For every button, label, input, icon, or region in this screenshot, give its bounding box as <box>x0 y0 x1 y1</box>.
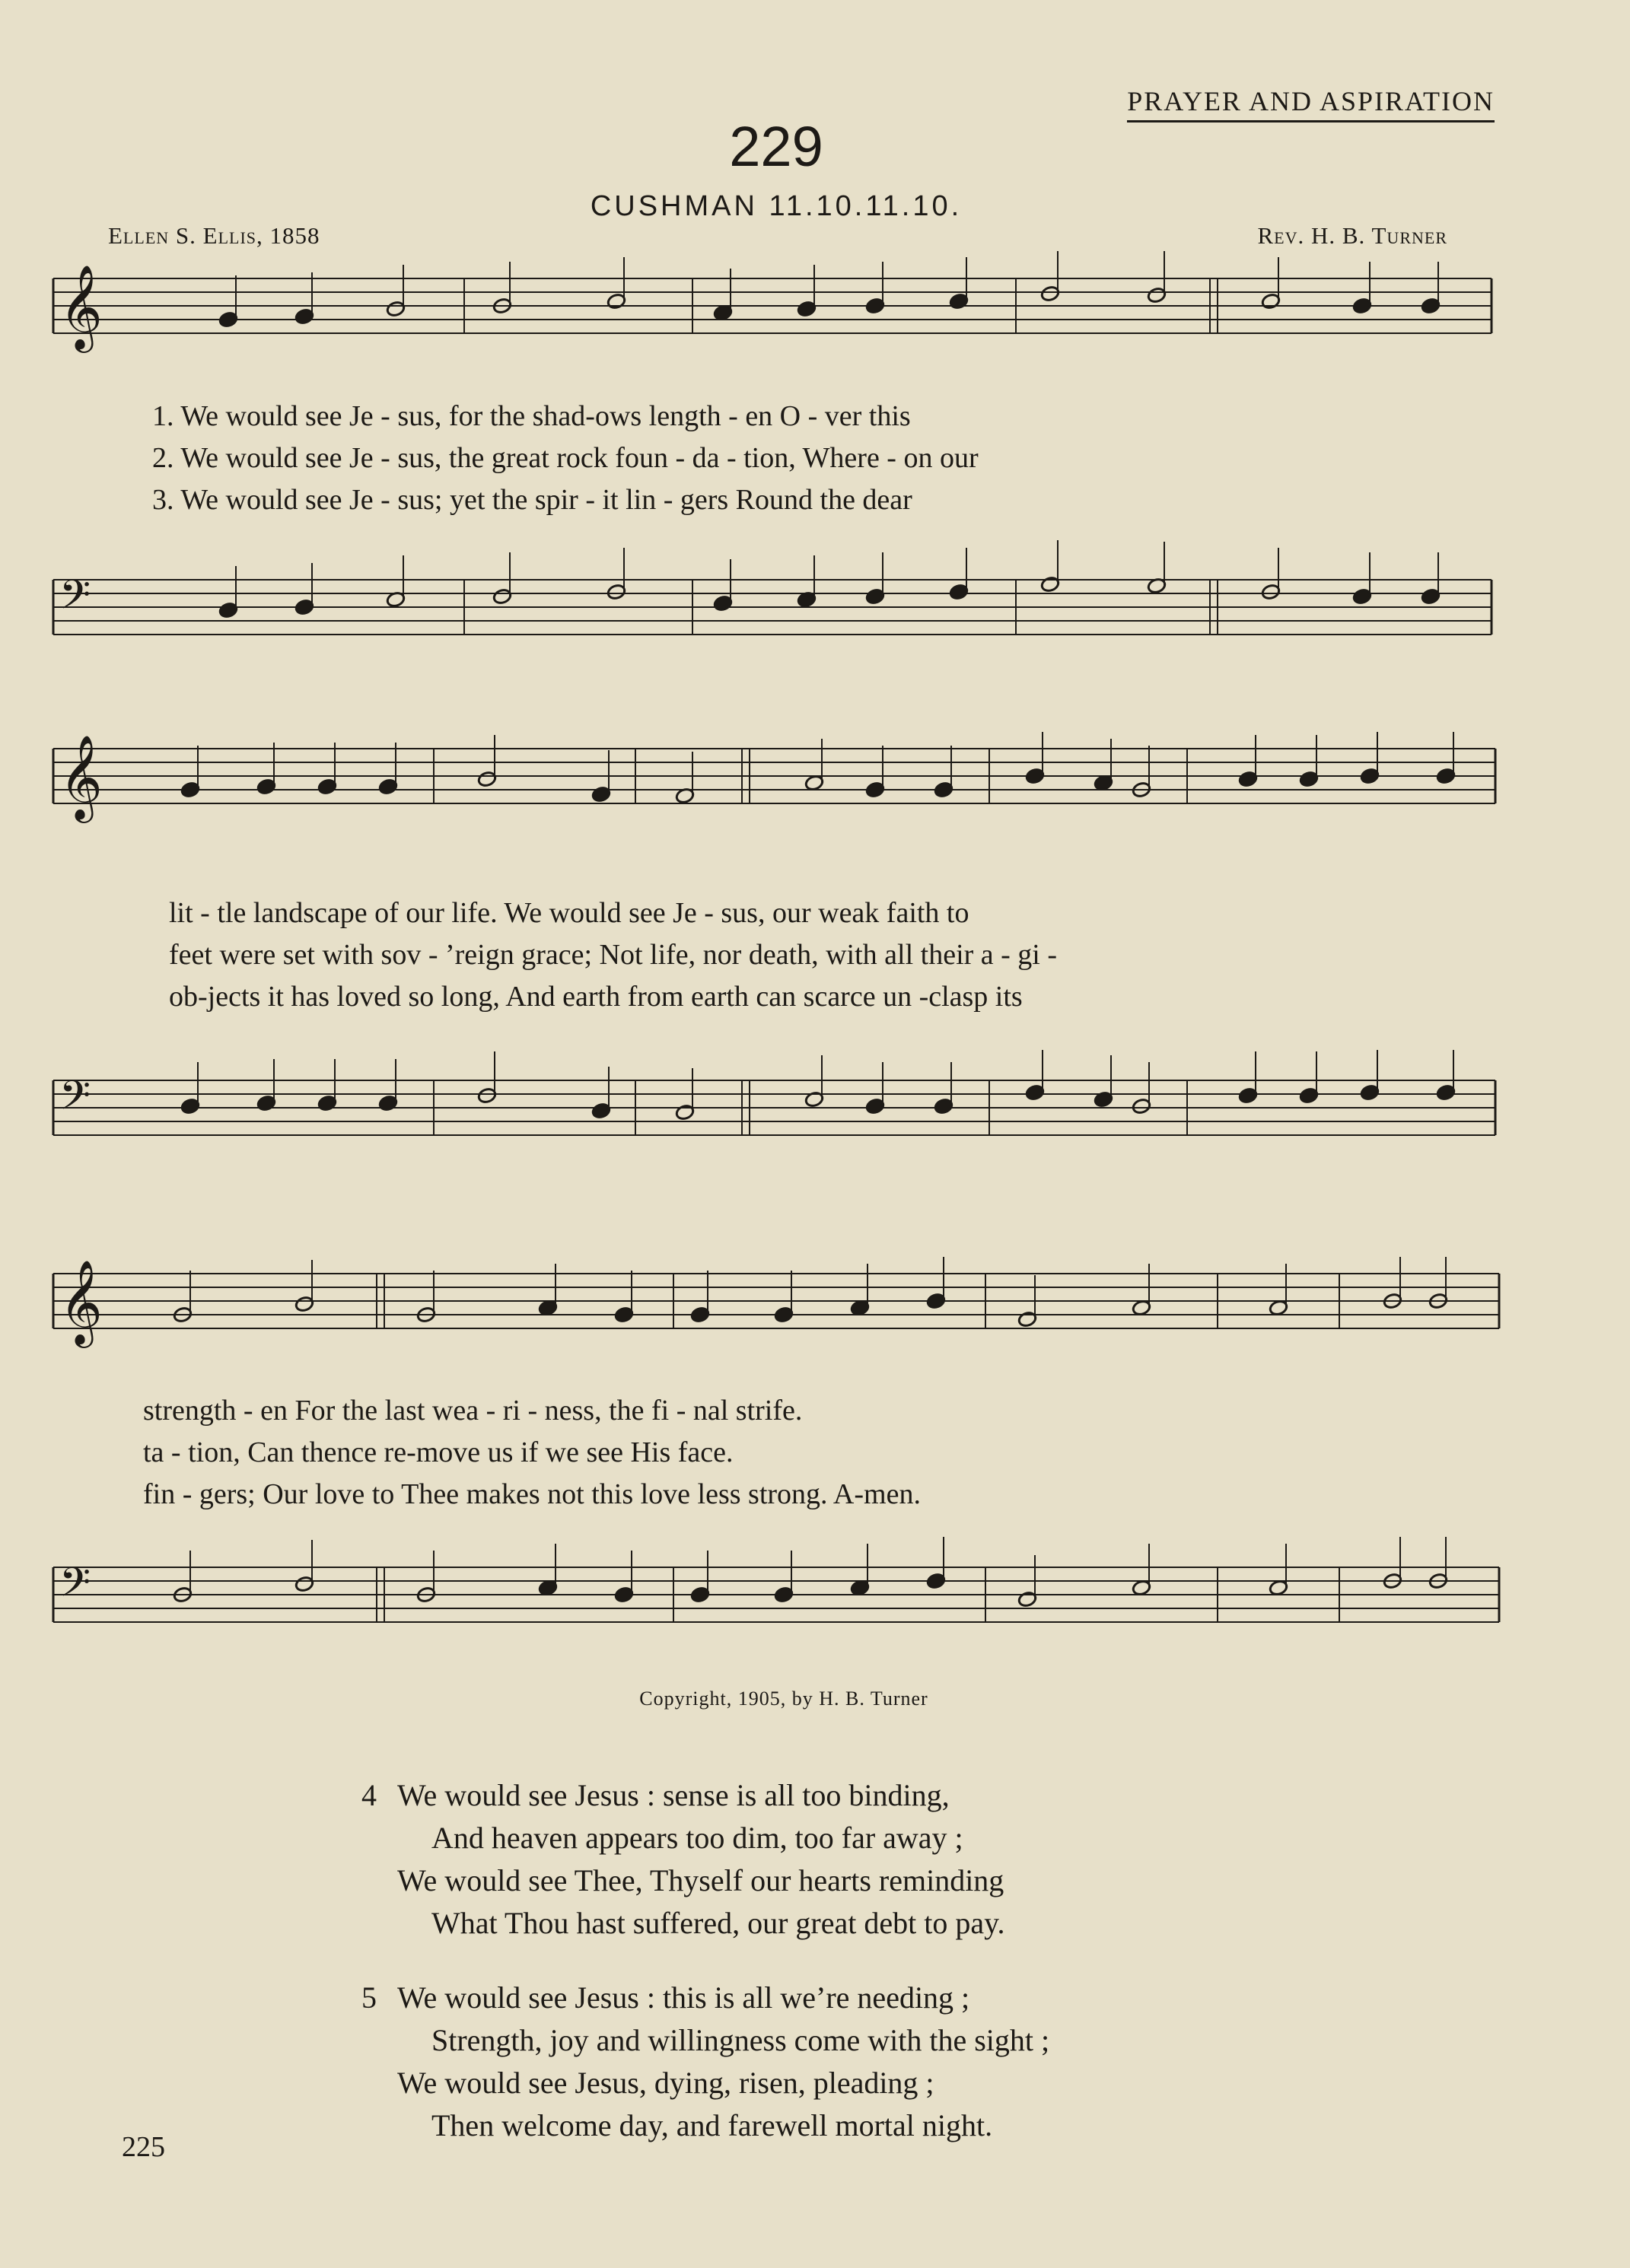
music-bass-3 <box>0 1529 1522 1689</box>
music-bass-2 <box>0 1050 1522 1217</box>
hymn-number: 229 <box>729 115 823 178</box>
music-system-3 <box>0 1240 1522 1392</box>
tune-name-meter: CUSHMAN 11.10.11.10. <box>590 190 963 222</box>
stanza-line: We would see Thee, Thyself our hearts reminding <box>397 1863 1004 1897</box>
bass-clef-icon: 𝄢 <box>59 1560 91 1616</box>
stanza-line: Then welcome day, and farewell mortal night. <box>431 2108 993 2142</box>
stanza-line: Strength, joy and willingness come with the sight ; <box>431 2023 1050 2057</box>
stanza-line: We would see Jesus : sense is all too binding, <box>397 1778 950 1812</box>
treble-clef-icon: 𝄞 <box>59 1259 103 1344</box>
lyric-line-3-1: strength - en For the last wea - ri - ness, the fi - nal strife. <box>143 1395 803 1427</box>
music-bass-1 <box>0 525 1522 700</box>
lyric-line-1-3: 3. We would see Je - sus; yet the spir - it lin - gers Round the dear <box>152 484 912 516</box>
treble-clef-icon: 𝄞 <box>59 734 103 819</box>
author-credit: Ellen S. Ellis, 1858 <box>108 222 320 249</box>
lyric-line-1-1: 1. We would see Je - sus, for the shad-ows length - en O - ver this <box>152 400 911 432</box>
stanza-line: We would see Jesus : this is all we’re needing ; <box>397 1980 970 2015</box>
stanza-number: 4 <box>361 1778 377 1812</box>
section-heading: PRAYER AND ASPIRATION <box>1127 85 1495 122</box>
lyric-line-2-1: lit - tle landscape of our life. We would see Je - sus, our weak faith to <box>169 897 969 929</box>
lyric-line-1-2: 2. We would see Je - sus, the great rock foun - da - tion, Where - on our <box>152 442 979 474</box>
stanza-4 <box>361 1774 1004 1945</box>
stanza-line: We would see Jesus, dying, risen, pleading ; <box>397 2066 934 2100</box>
copyright-notice: Copyright, 1905, by H. B. Turner <box>639 1687 928 1710</box>
stanza-5 <box>361 1977 1049 2147</box>
stanza-line: And heaven appears too dim, too far away ; <box>431 1821 963 1855</box>
lyric-line-2-2: feet were set with sov - ’reign grace; Not life, nor death, with all their a - gi - <box>169 939 1058 971</box>
bass-clef-icon: 𝄢 <box>59 572 91 628</box>
composer-credit: Rev. H. B. Turner <box>1257 222 1447 249</box>
page-number: 225 <box>122 2131 165 2163</box>
lyric-line-3-3: fin - gers; Our love to Thee makes not this love less strong. A-men. <box>143 1478 921 1510</box>
lyric-line-3-2: ta - tion, Can thence re-move us if we see His face. <box>143 1436 734 1468</box>
lyric-line-2-3: ob-jects it has loved so long, And earth from earth can scarce un -clasp its <box>169 981 1023 1013</box>
music-system-2 <box>0 715 1522 867</box>
bass-clef-icon: 𝄢 <box>59 1073 91 1129</box>
stanza-number: 5 <box>361 1980 377 2015</box>
treble-clef-icon: 𝄞 <box>59 264 103 349</box>
stanza-line: What Thou hast suffered, our great debt to pay. <box>431 1906 1005 1940</box>
